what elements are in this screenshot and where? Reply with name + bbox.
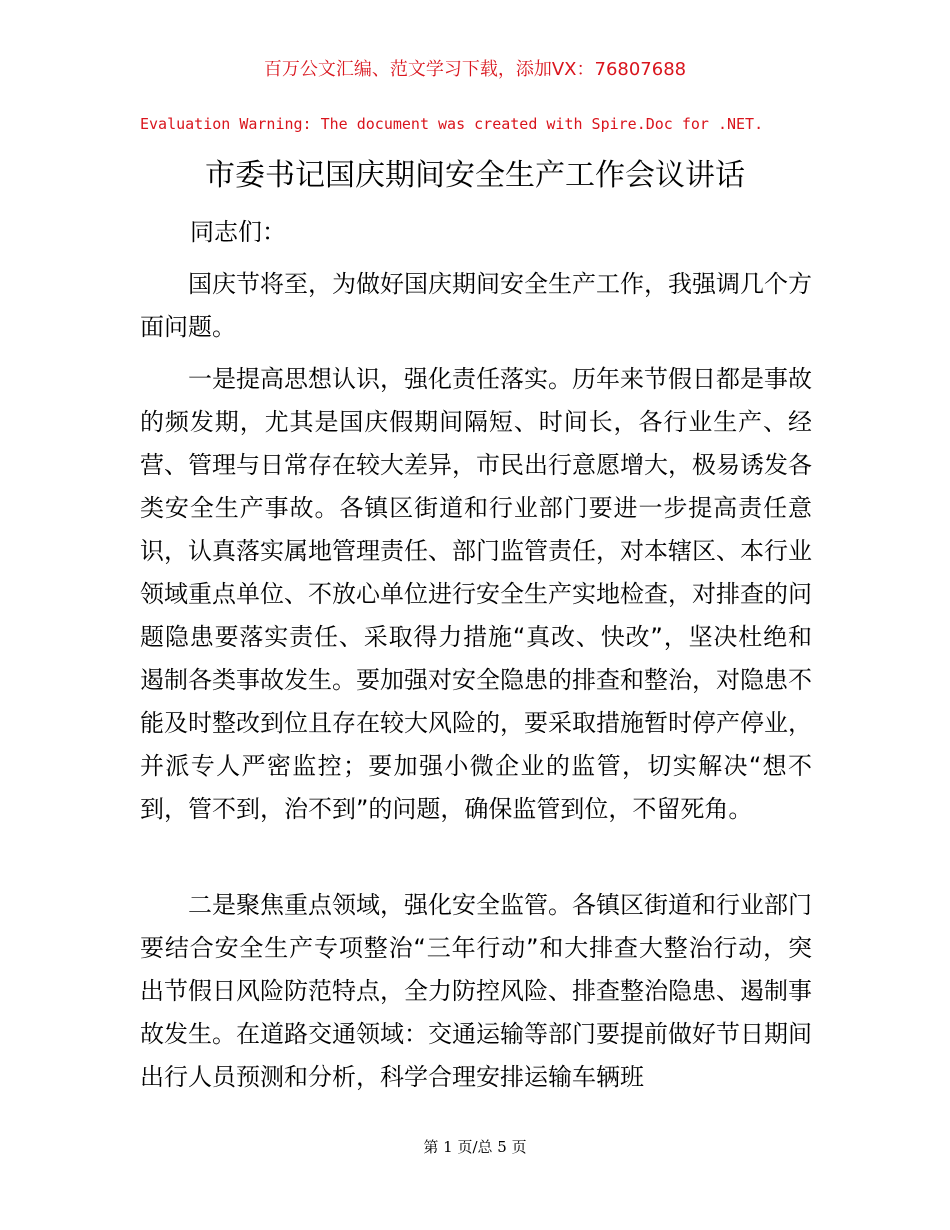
document-title: 市委书记国庆期间安全生产工作会议讲话 — [205, 158, 745, 193]
header-promo-text: 百万公文汇编、范文学习下载，添加VX：76807688 — [263, 59, 687, 80]
evaluation-warning: Evaluation Warning: The document was created with Spire.Doc for .NET. — [140, 115, 764, 133]
page-number-footer: 第 1 页/总 5 页 — [423, 1138, 527, 1156]
body-paragraph-point-one: 一是提高思想认识，强化责任落实。历年来节假日都是事故的频发期，尤其是国庆假期间隔短、时间长，各行业生产、经营、管理与日常存在较大差异，市民出行意愿增大，极易诱发各类安全生产事故。各镇区街道和行业部门要进一步提高责任意识，认真落实属地管理责任、部门监管责任，对本辖区、本行业领域重点单位、不放心单位进行安全生产实地检查，对排查的问题隐患要落实责任、采取得力措施“真改、快改”，坚决杜绝和遏制各类事故发生。要加强对安全隐患的排查和整治，对隐患不能及时整改到位且存在较大风险的，要采取措施暂时停产停业，并派专人严密监控；要加强小微企业的监管，切实解决“想不到，管不到，治不到”的问题，确保监管到位，不留死角。 — [140, 365, 812, 823]
salutation: 同志们： — [190, 218, 286, 246]
body-paragraph-point-two: 二是聚焦重点领域，强化安全监管。各镇区街道和行业部门要结合安全生产专项整治“三年行动”和大排查大整治行动，突出节假日风险防范特点，全力防控风险、排查整治隐患、遏制事故发生。在道路交通领域：交通运输等部门要提前做好节日期间出行人员预测和分析，科学合理安排运输车辆班 — [140, 891, 812, 1091]
body-paragraph-intro: 国庆节将至，为做好国庆期间安全生产工作，我强调几个方面问题。 — [140, 270, 812, 341]
